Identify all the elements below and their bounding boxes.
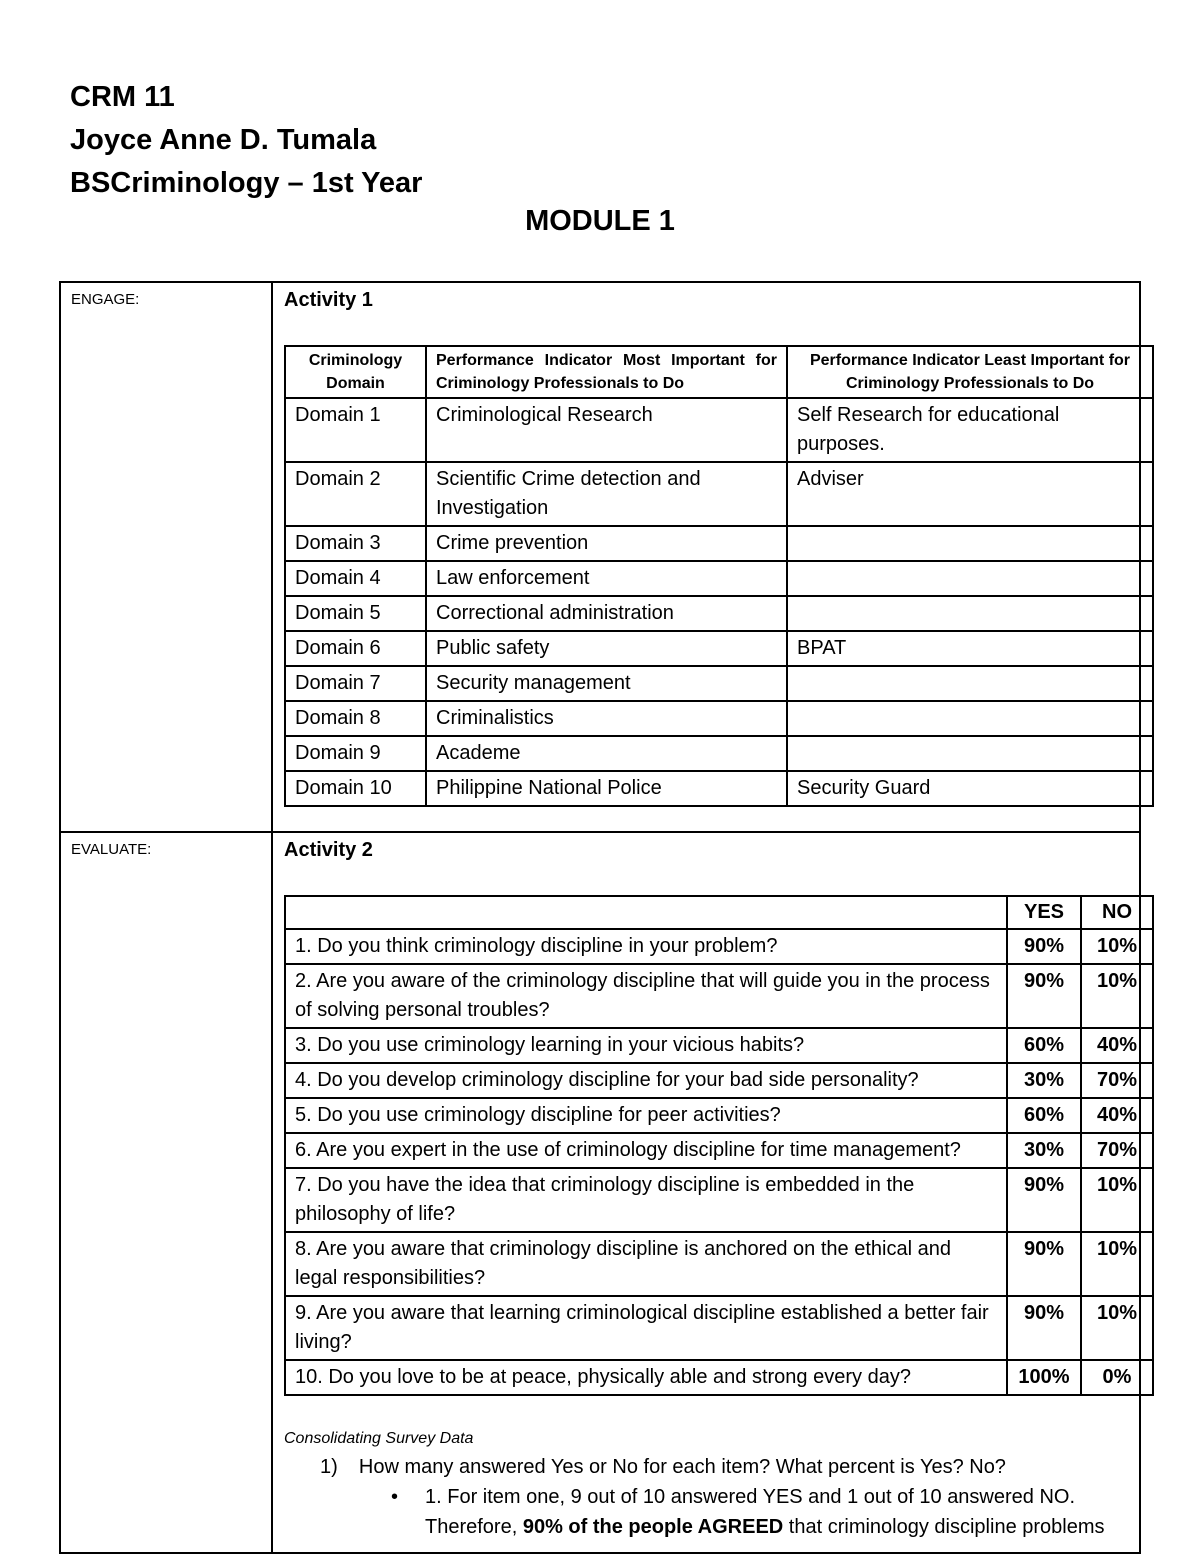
question-cell: 7. Do you have the idea that criminology discipline is embedded in the philosophy of life? xyxy=(285,1168,1007,1232)
evaluate-label: EVALUATE: xyxy=(60,832,272,1553)
survey-row xyxy=(285,964,1153,1028)
question-cell: 4. Do you develop criminology discipline for your bad side personality? xyxy=(285,1063,1007,1098)
survey-row xyxy=(285,1168,1153,1232)
survey-row xyxy=(285,1232,1153,1296)
question-cell: 9. Are you aware that learning criminological discipline established a better fair living? xyxy=(285,1296,1007,1360)
domain-cell: Domain 8 xyxy=(285,701,426,736)
yes-percent-cell: 60% xyxy=(1007,1028,1081,1063)
question-number: 1) xyxy=(320,1456,338,1478)
survey-row xyxy=(285,1063,1153,1098)
least-important-cell: BPAT xyxy=(787,631,1153,666)
no-percent-cell: 70% xyxy=(1081,1133,1153,1168)
engage-label: ENGAGE: xyxy=(60,282,272,832)
most-important-cell: Correctional administration xyxy=(426,596,787,631)
engage-content xyxy=(272,282,1140,832)
question-cell: 3. Do you use criminology learning in your vicious habits? xyxy=(285,1028,1007,1063)
document-header xyxy=(70,76,422,205)
domain-cell: Domain 6 xyxy=(285,631,426,666)
question-cell: 8. Are you aware that criminology discipline is anchored on the ethical and legal responsibilities? xyxy=(285,1232,1007,1296)
most-important-cell: Crime prevention xyxy=(426,526,787,561)
domain-cell: Domain 10 xyxy=(285,771,426,806)
least-important-cell: Self Research for educational purposes. xyxy=(787,398,1153,462)
domain-cell: Domain 9 xyxy=(285,736,426,771)
question-text: How many answered Yes or No for each item? What percent is Yes? No? xyxy=(358,1456,1006,1478)
engage-section xyxy=(60,282,1140,832)
survey-table xyxy=(284,895,1154,1396)
domain-row xyxy=(285,701,1153,736)
domain-row xyxy=(285,631,1153,666)
domain-cell: Domain 4 xyxy=(285,561,426,596)
domain-row xyxy=(285,596,1153,631)
survey-row xyxy=(285,929,1153,964)
activity-2-title: Activity 2 xyxy=(284,839,373,861)
domain-row xyxy=(285,771,1153,806)
domain-row xyxy=(285,526,1153,561)
question-cell: 5. Do you use criminology discipline for peer activities? xyxy=(285,1098,1007,1133)
most-important-cell: Criminalistics xyxy=(426,701,787,736)
module-table xyxy=(59,281,1141,1554)
consolidation-question xyxy=(320,1452,1129,1482)
domain-col-header: Criminology Domain xyxy=(285,346,426,398)
question-col-header xyxy=(285,896,1007,929)
consolidating-title: Consolidating Survey Data xyxy=(284,1430,474,1447)
yes-percent-cell: 90% xyxy=(1007,1232,1081,1296)
evaluate-content xyxy=(272,832,1140,1553)
least-important-cell xyxy=(787,701,1153,736)
module-title: MODULE 1 xyxy=(525,205,675,237)
most-important-cell: Law enforcement xyxy=(426,561,787,596)
evaluate-section xyxy=(60,832,1140,1553)
least-important-cell: Security Guard xyxy=(787,771,1153,806)
domain-cell: Domain 7 xyxy=(285,666,426,701)
domain-row xyxy=(285,666,1153,701)
no-percent-cell: 10% xyxy=(1081,1168,1153,1232)
question-cell: 1. Do you think criminology discipline in your problem? xyxy=(285,929,1007,964)
yes-percent-cell: 90% xyxy=(1007,964,1081,1028)
bullet-icon: • xyxy=(391,1486,399,1508)
answer-text-1: 1. For item one, 9 out of 10 answered YES and 1 out of 10 answered NO. Therefore, xyxy=(425,1486,1076,1538)
domain-cell: Domain 5 xyxy=(285,596,426,631)
least-important-cell: Adviser xyxy=(787,462,1153,526)
domain-row xyxy=(285,462,1153,526)
most-important-cell: Scientific Crime detection and Investigation xyxy=(426,462,787,526)
student-name: Joyce Anne D. Tumala xyxy=(70,124,377,156)
yes-col-header: YES xyxy=(1007,896,1081,929)
survey-row xyxy=(285,1360,1153,1395)
domain-row xyxy=(285,398,1153,462)
answer-text-bold: 90% of the people AGREED xyxy=(522,1516,784,1538)
survey-table-header xyxy=(285,896,1153,929)
activity-1-title: Activity 1 xyxy=(284,289,373,311)
yes-percent-cell: 60% xyxy=(1007,1098,1081,1133)
yes-percent-cell: 30% xyxy=(1007,1133,1081,1168)
question-cell: 6. Are you expert in the use of criminology discipline for time management? xyxy=(285,1133,1007,1168)
yes-percent-cell: 90% xyxy=(1007,929,1081,964)
no-percent-cell: 40% xyxy=(1081,1028,1153,1063)
domain-cell: Domain 1 xyxy=(285,398,426,462)
no-percent-cell: 10% xyxy=(1081,1232,1153,1296)
consolidation-answer xyxy=(391,1482,1129,1542)
least-important-cell xyxy=(787,596,1153,631)
survey-row xyxy=(285,1028,1153,1063)
domain-table-body xyxy=(285,398,1153,806)
question-cell: 10. Do you love to be at peace, physically able and strong every day? xyxy=(285,1360,1007,1395)
least-important-cell xyxy=(787,561,1153,596)
domain-cell: Domain 3 xyxy=(285,526,426,561)
domain-table xyxy=(284,345,1154,807)
least-important-cell xyxy=(787,736,1153,771)
survey-row xyxy=(285,1098,1153,1133)
most-important-cell: Public safety xyxy=(426,631,787,666)
course-code: CRM 11 xyxy=(70,81,175,113)
yes-percent-cell: 90% xyxy=(1007,1168,1081,1232)
no-percent-cell: 10% xyxy=(1081,929,1153,964)
yes-percent-cell: 30% xyxy=(1007,1063,1081,1098)
most-important-cell: Criminological Research xyxy=(426,398,787,462)
survey-row xyxy=(285,1296,1153,1360)
domain-cell: Domain 2 xyxy=(285,462,426,526)
most-important-col-header: Performance Indicator Most Important for Criminology Professionals to Do xyxy=(426,346,787,398)
least-important-cell xyxy=(787,666,1153,701)
no-percent-cell: 10% xyxy=(1081,1296,1153,1360)
answer-text-2: that criminology discipline problems xyxy=(783,1516,1105,1538)
no-percent-cell: 70% xyxy=(1081,1063,1153,1098)
survey-row xyxy=(285,1133,1153,1168)
no-percent-cell: 10% xyxy=(1081,964,1153,1028)
no-percent-cell: 0% xyxy=(1081,1360,1153,1395)
yes-percent-cell: 90% xyxy=(1007,1296,1081,1360)
least-important-cell xyxy=(787,526,1153,561)
most-important-cell: Security management xyxy=(426,666,787,701)
no-percent-cell: 40% xyxy=(1081,1098,1153,1133)
domain-table-header xyxy=(285,346,1153,398)
most-important-cell: Academe xyxy=(426,736,787,771)
domain-row xyxy=(285,736,1153,771)
survey-table-body xyxy=(285,929,1153,1395)
question-cell: 2. Are you aware of the criminology discipline that will guide you in the process of solving personal troubles? xyxy=(285,964,1007,1028)
least-important-col-header: Performance Indicator Least Important for Criminology Professionals to Do xyxy=(787,346,1153,398)
no-col-header: NO xyxy=(1081,896,1153,929)
domain-row xyxy=(285,561,1153,596)
yes-percent-cell: 100% xyxy=(1007,1360,1081,1395)
most-important-cell: Philippine National Police xyxy=(426,771,787,806)
program-year: BSCriminology – 1st Year xyxy=(70,167,423,199)
